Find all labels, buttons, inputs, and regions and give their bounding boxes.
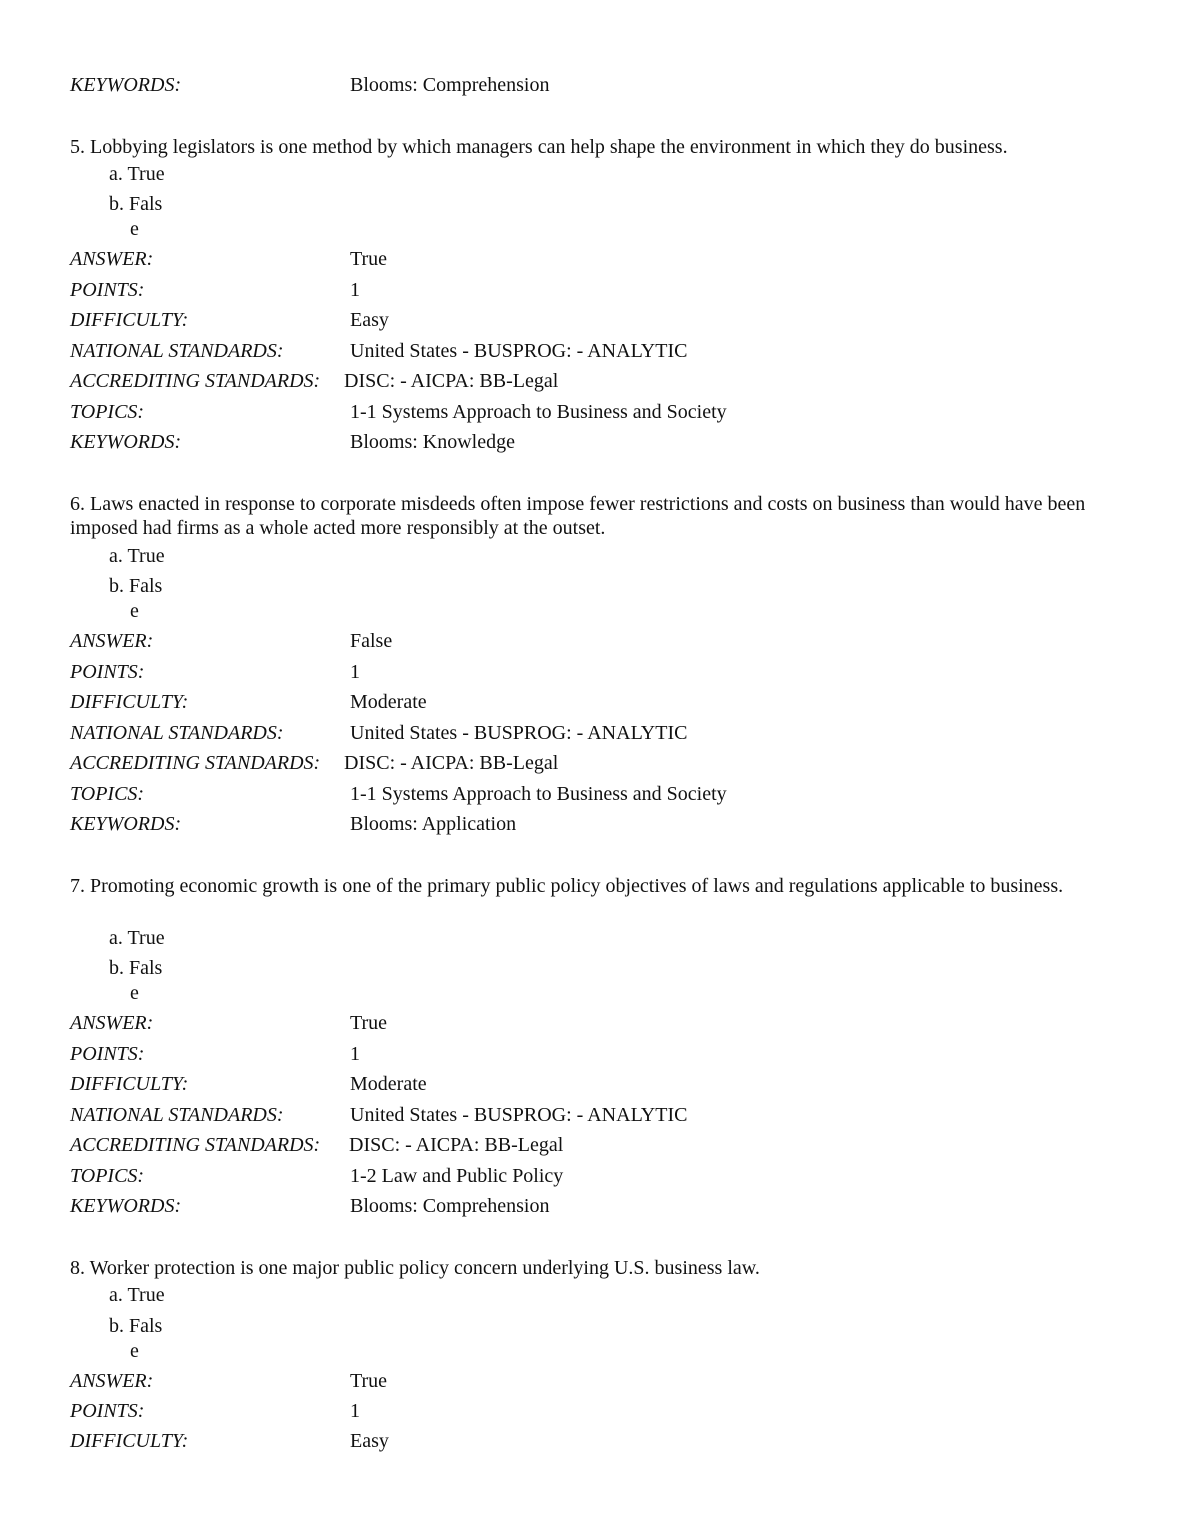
topics-label: TOPICS:	[70, 401, 145, 423]
accrediting-standards-value: DISC: - AICPA: BB-Legal	[344, 370, 559, 392]
question-7-option-b-wrap: e	[130, 982, 139, 1004]
question-6-option-b: b. Fals	[109, 575, 163, 597]
question-6-text: 6. Laws enacted in response to corporate misdeeds often impose fewer restrictions and costs on business than would have been imposed had firms as a whole acted more responsibly at the outset.	[70, 493, 1086, 539]
national-standards-value: United States - BUSPROG: - ANALYTIC	[350, 722, 688, 744]
national-standards-value: United States - BUSPROG: - ANALYTIC	[350, 340, 688, 362]
question-5-text: 5. Lobbying legislators is one method by which managers can help shape the environment in which they do business.	[70, 136, 1008, 158]
question-6-option-b-wrap: e	[130, 600, 139, 622]
topics-row	[70, 1164, 564, 1188]
answer-label: ANSWER:	[70, 248, 154, 270]
difficulty-row	[70, 308, 389, 332]
accrediting-standards-row	[70, 1133, 564, 1157]
topics-label: TOPICS:	[70, 1165, 145, 1187]
points-value: 1	[350, 279, 360, 301]
keywords-label: KEYWORDS:	[70, 813, 182, 835]
points-label: POINTS:	[70, 1043, 145, 1065]
national-standards-label: NATIONAL STANDARDS:	[70, 722, 284, 744]
question-5-option-a: a. True	[109, 163, 165, 185]
points-row	[70, 1399, 360, 1423]
national-standards-row	[70, 339, 688, 363]
question-7-text: 7. Promoting economic growth is one of the primary public policy objectives of laws and regulations applicable to business.	[70, 875, 1064, 897]
question-5-option-b: b. Fals	[109, 193, 163, 215]
difficulty-label: DIFFICULTY:	[70, 691, 189, 713]
keywords-value: Blooms: Knowledge	[350, 431, 515, 453]
points-label: POINTS:	[70, 661, 145, 683]
answer-value: True	[350, 1370, 388, 1392]
question-6-option-a: a. True	[109, 545, 165, 567]
accrediting-standards-value: DISC: - AICPA: BB-Legal	[349, 1134, 564, 1156]
question-5-option-b-wrap: e	[130, 218, 139, 240]
accrediting-standards-row	[70, 369, 559, 393]
points-value: 1	[350, 661, 360, 683]
accrediting-standards-row	[70, 751, 559, 775]
keywords-label: KEYWORDS:	[70, 1195, 182, 1217]
national-standards-row	[70, 1103, 688, 1127]
difficulty-label: DIFFICULTY:	[70, 1430, 189, 1452]
answer-value: True	[350, 1012, 388, 1034]
answer-label: ANSWER:	[70, 630, 154, 652]
topics-row	[70, 400, 727, 424]
question-8-text: 8. Worker protection is one major public policy concern underlying U.S. business law.	[70, 1257, 760, 1279]
question-8-option-b: b. Fals	[109, 1315, 163, 1337]
topics-value: 1-1 Systems Approach to Business and Society	[350, 401, 727, 423]
points-value: 1	[350, 1043, 360, 1065]
accrediting-standards-label: ACCREDITING STANDARDS:	[70, 1134, 321, 1156]
points-label: POINTS:	[70, 279, 145, 301]
points-label: POINTS:	[70, 1400, 145, 1422]
keywords-value: Blooms: Application	[350, 813, 517, 835]
points-row	[70, 1042, 360, 1066]
difficulty-value: Moderate	[350, 1073, 427, 1095]
points-row	[70, 660, 360, 684]
keywords-row	[70, 73, 550, 97]
national-standards-value: United States - BUSPROG: - ANALYTIC	[350, 1104, 688, 1126]
keywords-label: KEYWORDS:	[70, 74, 182, 96]
difficulty-label: DIFFICULTY:	[70, 309, 189, 331]
accrediting-standards-label: ACCREDITING STANDARDS:	[70, 370, 321, 392]
question-8-option-a: a. True	[109, 1284, 165, 1306]
accrediting-standards-value: DISC: - AICPA: BB-Legal	[344, 752, 559, 774]
answer-value: True	[350, 248, 388, 270]
topics-value: 1-2 Law and Public Policy	[350, 1165, 564, 1187]
question-8-option-b-wrap: e	[130, 1340, 139, 1362]
keywords-row	[70, 430, 515, 454]
points-value: 1	[350, 1400, 360, 1422]
difficulty-row	[70, 1072, 427, 1096]
difficulty-label: DIFFICULTY:	[70, 1073, 189, 1095]
answer-row	[70, 1011, 388, 1035]
difficulty-row	[70, 1429, 389, 1453]
answer-label: ANSWER:	[70, 1012, 154, 1034]
answer-row	[70, 629, 393, 653]
topics-label: TOPICS:	[70, 783, 145, 805]
difficulty-value: Easy	[350, 1430, 389, 1452]
difficulty-value: Moderate	[350, 691, 427, 713]
keywords-value: Blooms: Comprehension	[350, 74, 550, 96]
keywords-row	[70, 812, 517, 836]
answer-label: ANSWER:	[70, 1370, 154, 1392]
accrediting-standards-label: ACCREDITING STANDARDS:	[70, 752, 321, 774]
keywords-row	[70, 1194, 550, 1218]
national-standards-label: NATIONAL STANDARDS:	[70, 340, 284, 362]
national-standards-row	[70, 721, 688, 745]
topics-value: 1-1 Systems Approach to Business and Society	[350, 783, 727, 805]
national-standards-label: NATIONAL STANDARDS:	[70, 1104, 284, 1126]
keywords-label: KEYWORDS:	[70, 431, 182, 453]
answer-row	[70, 247, 388, 271]
question-7-option-a: a. True	[109, 927, 165, 949]
answer-value: False	[350, 630, 393, 652]
question-7-option-b: b. Fals	[109, 957, 163, 979]
answer-row	[70, 1369, 388, 1393]
difficulty-value: Easy	[350, 309, 389, 331]
points-row	[70, 278, 360, 302]
topics-row	[70, 782, 727, 806]
keywords-value: Blooms: Comprehension	[350, 1195, 550, 1217]
difficulty-row	[70, 690, 427, 714]
